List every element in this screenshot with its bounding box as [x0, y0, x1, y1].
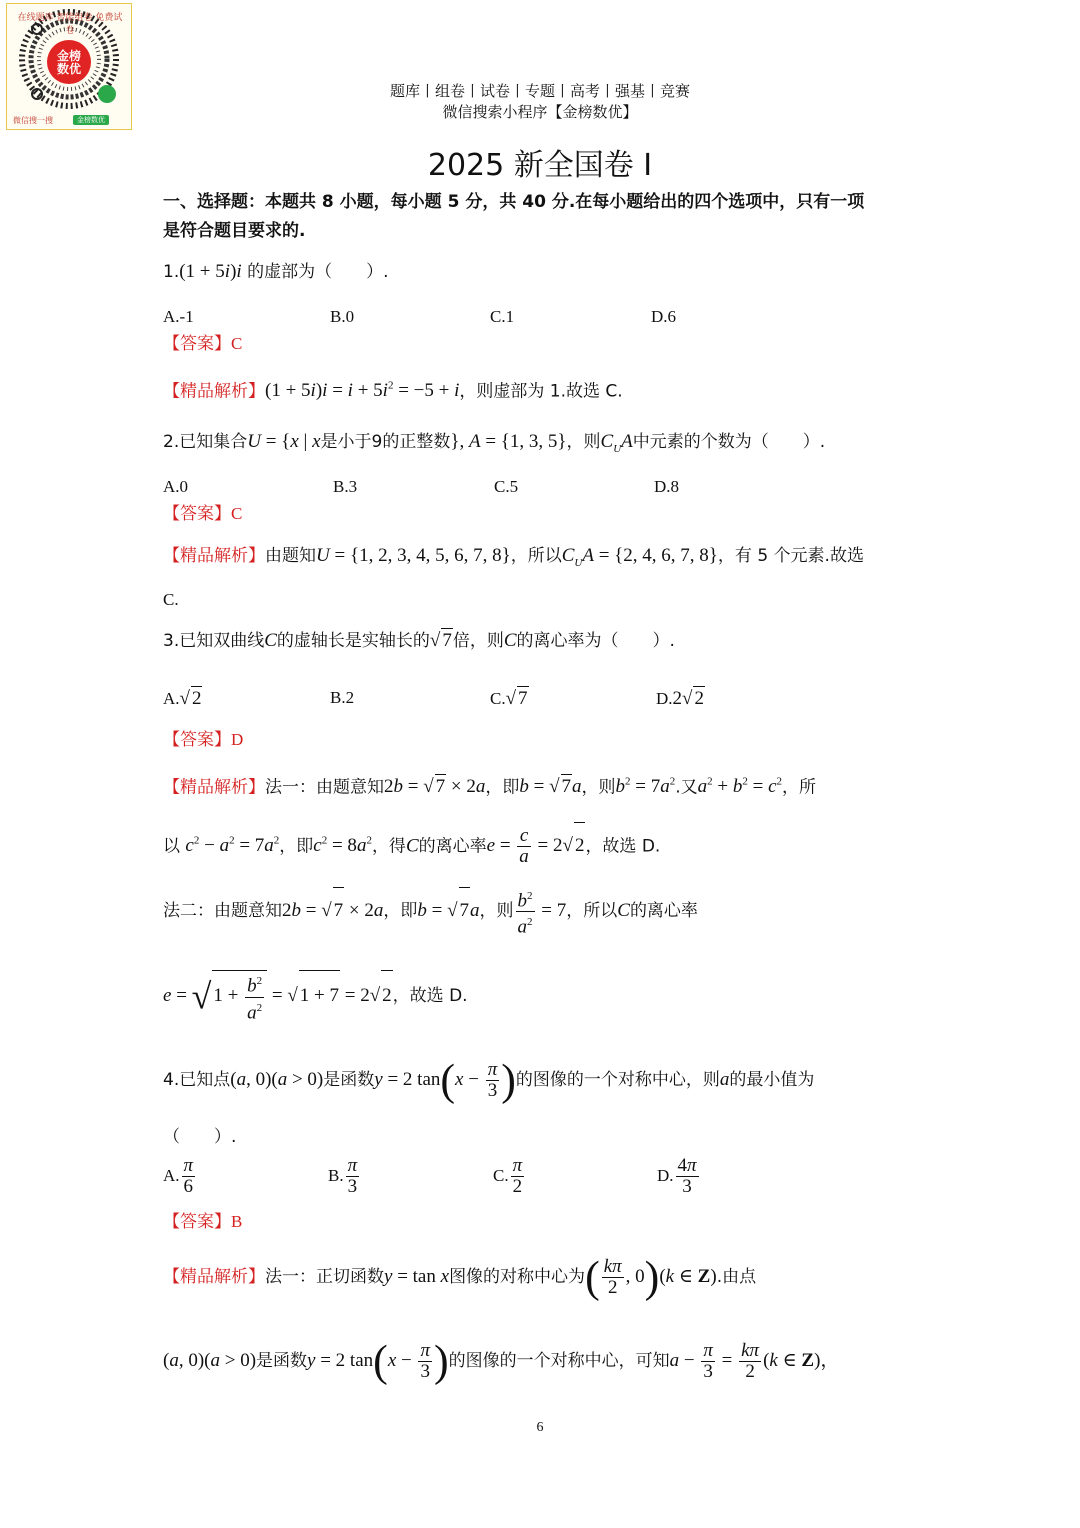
- question-3-stem: 3.已知双曲线C的虚轴长是实轴长的√ 7倍，则C的离心率为（ ）.: [163, 628, 675, 653]
- q4-answer: 【答案】B: [163, 1212, 243, 1232]
- q1-option-a: A.-1: [163, 307, 194, 326]
- q2-option-a: A.0: [163, 477, 189, 496]
- q4-analysis-method1-cont: (a, 0)(a > 0)是函数y = 2 tan(x − $\frac{\pi}{3}$ )的图像的一个对称中心，可知a − $\frac{\pi}{3}$ = $\frac{k\pi}{2}$ (k ∈ Z)，: [163, 1336, 840, 1386]
- qr-arc-text: 在线题库 智能组卷 免费试卷: [17, 13, 123, 36]
- q3-analysis-method1: 【精品解析】法一：由题意知2b = √ 7 × 2a，即b = √ 7a，则$b^2 = 7a^2$.又$a^2 + b^2 = c^2$，所: [163, 770, 816, 799]
- q2-option-b: B.3: [333, 477, 358, 496]
- answer-label: 【答案】: [163, 334, 231, 354]
- q3-answer: 【答案】D: [163, 730, 244, 750]
- q2-answer: 【答案】C: [163, 504, 243, 524]
- question-2-stem: 2.已知集合U = {x | x是小于9的正整数}, A = {1, 3, 5}，则$C_UA$中元素的个数为（ ）.: [163, 431, 826, 455]
- page-title: 2025 新全国卷 I: [427, 148, 653, 183]
- q3-analysis-method2: 法二：由题意知2b = √ 7 × 2a，即b = √ 7a，则 $\frac{b^2}{a^2}$ = 7，所以C的离心率: [163, 886, 698, 938]
- q4-option-a: A. $\frac{\pi}{6}$: [163, 1155, 194, 1197]
- analysis-label: 【精品解析】: [163, 381, 265, 402]
- header-mini-program: 微信搜索小程序【金榜数优】: [442, 103, 638, 121]
- section-heading-line2: 是符合题目要求的.: [163, 221, 306, 241]
- q4-option-c: C. $\frac{\pi}{2}$: [493, 1155, 523, 1197]
- q1-analysis: 【精品解析】$(1 + 5i)i = i + 5i^2 = -5 + i$，则虚部为 1.故选 C.: [163, 380, 623, 402]
- q3-option-d: D.2√ 2: [656, 686, 705, 711]
- q3-option-c: C.√ 7: [490, 686, 529, 711]
- q2-option-d: D.8: [654, 477, 680, 496]
- q1-option-d: D.6: [651, 307, 677, 326]
- q1-answer: 【答案】C: [163, 334, 243, 354]
- qr-footer-left: 微信搜一搜: [13, 116, 53, 125]
- q1-option-b: B.0: [330, 307, 355, 326]
- q4-option-d: D. $\frac{4\pi}{3}$: [657, 1155, 697, 1197]
- question-1-stem: 1.(1 + 5i)i 的虚部为（ ）.: [163, 261, 389, 282]
- q2-option-c: C.5: [494, 477, 519, 496]
- question-4-stem-cont: （ ）.: [163, 1127, 237, 1147]
- qr-footer-right: 金榜数优: [73, 115, 109, 125]
- q4-analysis-method1: 【精品解析】法一：正切函数y = tan x图像的对称中心为( $\frac{k\pi}{2}$ , 0)(k ∈ Z).由点: [163, 1252, 757, 1302]
- q1-option-c: C.1: [490, 307, 515, 326]
- q3-option-b: B.2: [330, 688, 355, 707]
- q3-option-a: A.√ 2: [163, 686, 202, 711]
- q2-analysis: 【精品解析】由题知U = {1, 2, 3, 4, 5, 6, 7, 8}，所以$C_UA = \{2$, 4, 6, 7, 8}，有 5 个元素.故选: [163, 545, 864, 569]
- header-nav: 题库丨组卷丨试卷丨专题丨高考丨强基丨竞赛: [389, 82, 690, 100]
- section-heading-line1: 一、选择题：本题共 8 小题，每小题 5 分，共 40 分.在每小题给出的四个选项中，只有一项: [163, 192, 865, 212]
- q2-analysis-cont: C.: [163, 590, 179, 609]
- page-number: 6: [536, 1420, 544, 1435]
- q3-analysis-method1-cont: 以 $c^2 - a^2 = 7a^2$，即$c^2 = 8a^2$，得C的离心率e = $\frac{c}{a}$ = 2√ 2，故选 D.: [163, 818, 660, 869]
- question-4-stem: 4.已知点(a, 0)(a > 0)是函数y = 2 tan(x − $\frac{\pi}{3}$ )的图像的一个对称中心，则a的最小值为: [163, 1055, 815, 1105]
- q3-analysis-method2-cont: e = √ 1 + $\frac{b^2}{a^2}$ = √ 1 + 7 = 2√ 2，故选 D.: [163, 970, 468, 1023]
- q4-option-b: B. $\frac{\pi}{3}$: [328, 1155, 358, 1197]
- qr-center-text: 金榜数优: [56, 49, 81, 76]
